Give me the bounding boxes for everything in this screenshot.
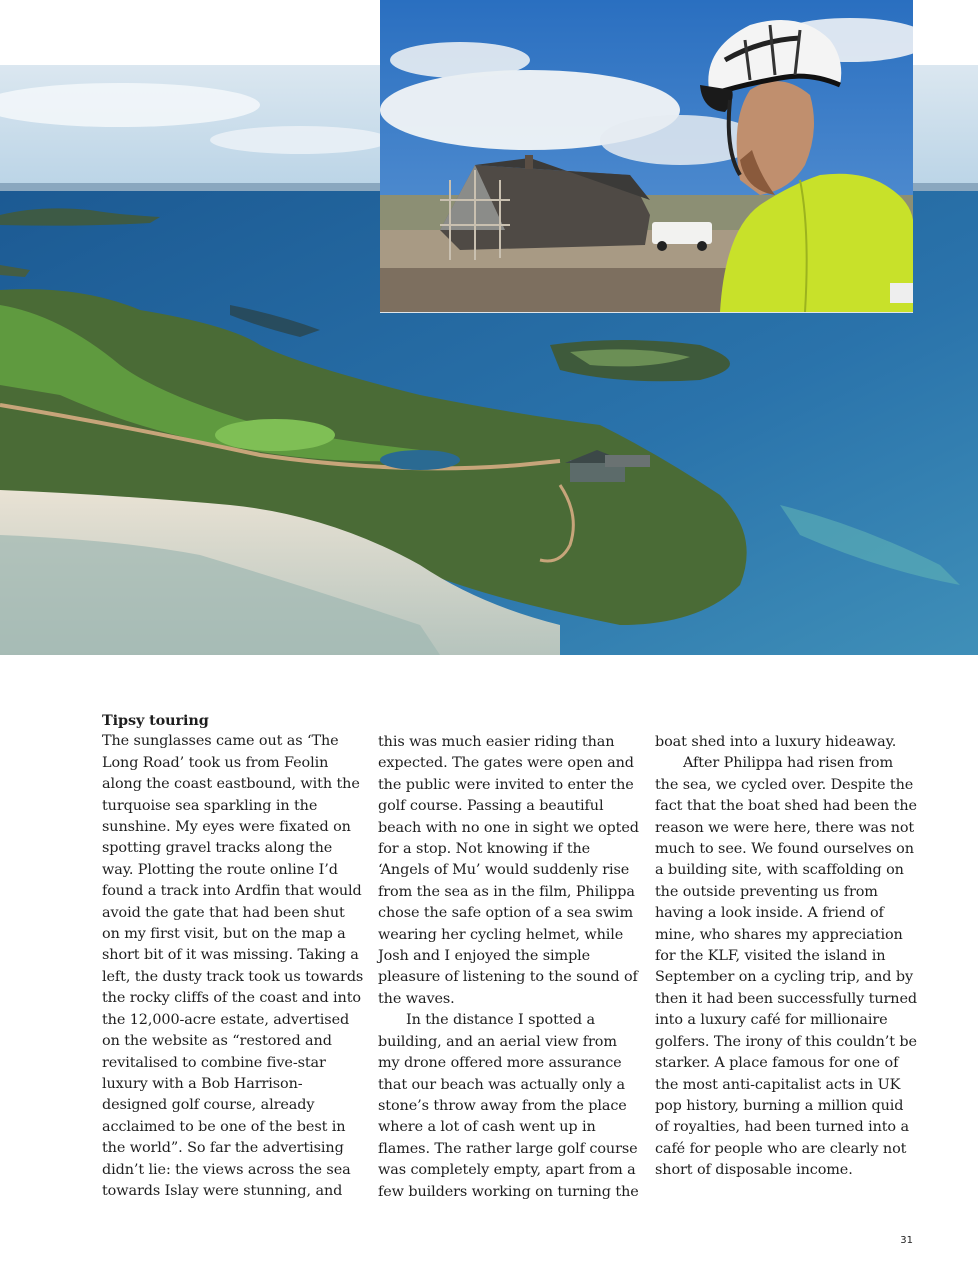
article-column-3 xyxy=(655,732,917,1182)
article-column-1 xyxy=(102,710,364,1202)
paragraph: After Philippa had risen from the sea, we cycled over. Despite the fact that the boat shed had been the reason we were here, there was not much to see. We found ourselves on a building site, with scaffolding on the outside preventing us from having a look inside. A friend of mine, who shares my appreciation for the KLF, visited the island in September on a cycling trip, and by then it had been successfully turned into a luxury café for millionaire golfers. The irony of this couldn’t be starker. A place famous for one of the most anti-capitalist acts in UK pop history, burning a million quid of royalties, had been turned into a café for people who are clearly not short of disposable income. xyxy=(655,755,917,1179)
page-number: 31 xyxy=(900,1235,913,1246)
section-heading: Tipsy touring xyxy=(102,712,209,729)
paragraph: In the distance I spotted a building, and an aerial view from my drone offered more assurance that our beach was actually only a stone’s throw away from the place where a lot of cash went up in flames. The rather large golf course was completely empty, apart from a few builders working on turning the xyxy=(378,1012,639,1200)
paragraph: boat shed into a luxury hideaway. xyxy=(655,734,897,750)
cyclist-boatshed-photo xyxy=(380,0,913,313)
article-column-2 xyxy=(378,732,640,1203)
paragraph: this was much easier riding than expected. The gates were open and the public were invited to enter the golf course. Passing a beautiful beach with no one in sight we opted for a stop. Not knowing if the ‘Angels of Mu’ would suddenly rise from the sea as in the film, Philippa chose the safe option of a sea swim wearing her cycling helmet, while Josh and I enjoyed the simple pleasure of listening to the sound of the waves. xyxy=(378,734,639,1007)
cyclist-boatshed-illustration xyxy=(380,0,913,312)
paragraph: The sunglasses came out as ‘The Long Road’ took us from Feolin along the coast eastbound, with the turquoise sea sparkling in the sunshine. My eyes were fixated on spotting gravel tracks along the way. Plotting the route online I’d found a track into Ardfin that would avoid the gate that had been shut on my first visit, but on the map a short bit of it was missing. Taking a left, the dusty track took us towards the rocky cliffs of the coast and into the 12,000-acre estate, advertised on the website as “restored and revitalised to combine five-star luxury with a Bob Harrison-designed golf course, already acclaimed to be one of the best in the world”. So far the advertising didn’t lie: the views across the sea towards Islay were stunning, and xyxy=(102,733,364,1199)
